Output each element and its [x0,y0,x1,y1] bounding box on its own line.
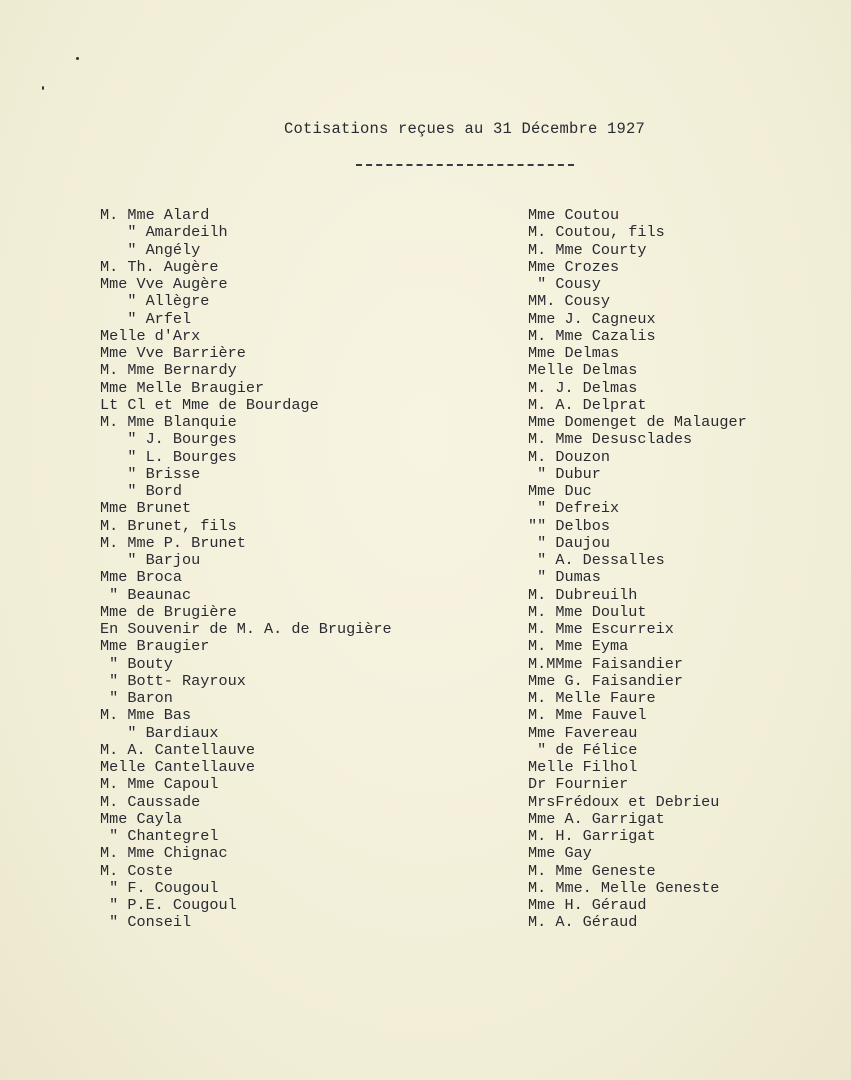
subscriber-entry: Mme Crozes [528,257,620,276]
subscriber-entry: " Bott- Rayroux [100,671,246,690]
subscriber-entry: "" Delbos [528,516,611,535]
subscriber-entry: M. Melle Faure [528,689,656,707]
subscriber-entry: M. Mme Blanquie [100,413,237,431]
subscriber-entry: Mme Duc [528,482,592,500]
subscriber-entry: " Chantegrel [100,827,219,845]
subscriber-entry: M. Mme Bernardy [100,361,237,380]
subscriber-entry: Mme Brunet [100,499,192,518]
subscriber-entry: Mme J. Cagneux [528,309,656,328]
subscriber-entry: M. A. Cantellauve [100,740,255,759]
subscriber-entry: M. Th. Augère [100,257,219,276]
subscriber-entry: Mme de Brugière [100,602,237,621]
subscriber-entry: Mme Favereau [528,723,638,742]
subscriber-entry: Mme Melle Braugier [100,378,265,397]
subscriber-entry: Melle Delmas [528,361,638,380]
subscriber-entry: Melle Filhol [528,758,638,776]
subscriber-entry: Mme A. Garrigat [528,809,665,828]
subscriber-entry: M. A. Géraud [528,913,638,932]
subscriber-entry: M. Mme Eyma [528,637,629,656]
subscriber-entry: " Barjou [100,551,201,569]
subscriber-entry: " Bouty [100,654,173,673]
subscriber-entry: Mme Vve Augère [100,275,228,293]
subscriber-entry: " Cousy [528,275,601,293]
subscriber-entry: Lt Cl et Mme de Bourdage [100,395,319,414]
subscriber-entry: M. Dubreuilh [528,585,638,604]
subscriber-entry: " Defreix [528,499,620,518]
page-title: Cotisations reçues au 31 Décembre 1927 [284,120,646,138]
subscriber-entry: " A. Dessalles [528,551,665,569]
subscriber-entry: " Bord [100,482,183,500]
subscriber-entry: M. Mme P. Brunet [100,533,246,552]
subscriber-entry: Mme Delmas [528,344,620,362]
ink-speck [76,57,79,60]
subscriber-entry: M. Mme Alard [100,206,210,224]
subscriber-entry: M. Mme Fauvel [528,706,647,725]
subscriber-entry: " Conseil [100,913,192,932]
subscriber-entry: Melle d'Arx [100,326,201,345]
subscriber-entry: M. Mme Courty [528,240,647,259]
subscriber-entry: MM. Cousy [528,292,611,311]
subscriber-entry: " Daujou [528,533,611,552]
subscriber-entry: M. A. Delprat [528,395,647,414]
subscriber-list-right [528,207,747,932]
subscriber-entry: " L. Bourges [100,447,237,466]
subscriber-entry: M. Mme Geneste [528,861,656,880]
subscriber-entry: Mme Gay [528,844,592,863]
subscriber-entry: M. Brunet, fils [100,516,237,535]
subscriber-entry: M. Mme Cazalis [528,326,656,345]
subscriber-entry: " P.E. Cougoul [100,896,237,914]
subscriber-entry: Mme G. Faisandier [528,671,683,690]
ink-speck [42,86,44,90]
subscriber-entry: Mme Vve Barrière [100,344,246,362]
subscriber-entry: M. Coste [100,861,173,880]
subscriber-entry: " Baron [100,689,173,707]
subscriber-entry: " Bardiaux [100,723,219,742]
subscriber-entry: Mme Coutou [528,206,620,224]
subscriber-entry: " Beaunac [100,585,192,604]
subscriber-entry: MrsFrédoux et Debrieu [528,792,720,811]
subscriber-entry: M.MMme Faisandier [528,654,683,673]
subscriber-entry: M. Mme Desusclades [528,430,693,449]
subscriber-entry: Melle Cantellauve [100,758,255,776]
subscriber-entry: " Dumas [528,568,601,587]
subscriber-entry: M. Douzon [528,447,611,466]
subscriber-entry: Mme Braugier [100,637,210,656]
subscriber-entry: " F. Cougoul [100,878,219,897]
subscriber-entry: M. Caussade [100,792,201,811]
subscriber-entry: " Brisse [100,464,201,483]
subscriber-entry: Dr Fournier [528,775,629,794]
subscriber-entry: Mme H. Géraud [528,896,647,914]
subscriber-list-left [100,207,392,932]
subscriber-entry: M. Mme Capoul [100,775,219,794]
subscriber-entry: En Souvenir de M. A. de Brugière [100,620,392,638]
subscriber-entry: M. H. Garrigat [528,827,656,845]
subscriber-entry: M. Mme Escurreix [528,620,674,638]
subscriber-entry: " Amardeilh [100,223,228,242]
subscriber-entry: " Allègre [100,292,210,311]
subscriber-entry: " Arfel [100,309,192,328]
subscriber-entry: M. Coutou, fils [528,223,665,242]
subscriber-entry: Mme Cayla [100,809,183,828]
subscriber-entry: " de Félice [528,740,638,759]
subscriber-entry: M. Mme Chignac [100,844,228,863]
subscriber-entry: Mme Domenget de Malauger [528,413,747,431]
subscriber-entry: " Angély [100,240,201,259]
subscriber-entry: M. J. Delmas [528,378,638,397]
subscriber-entry: M. Mme Doulut [528,602,647,621]
title-underline [356,164,574,166]
subscriber-entry: M. Mme. Melle Geneste [528,878,720,897]
subscriber-entry: Mme Broca [100,568,183,587]
subscriber-entry: " Dubur [528,464,601,483]
subscriber-entry: " J. Bourges [100,430,237,449]
subscriber-entry: M. Mme Bas [100,706,192,725]
